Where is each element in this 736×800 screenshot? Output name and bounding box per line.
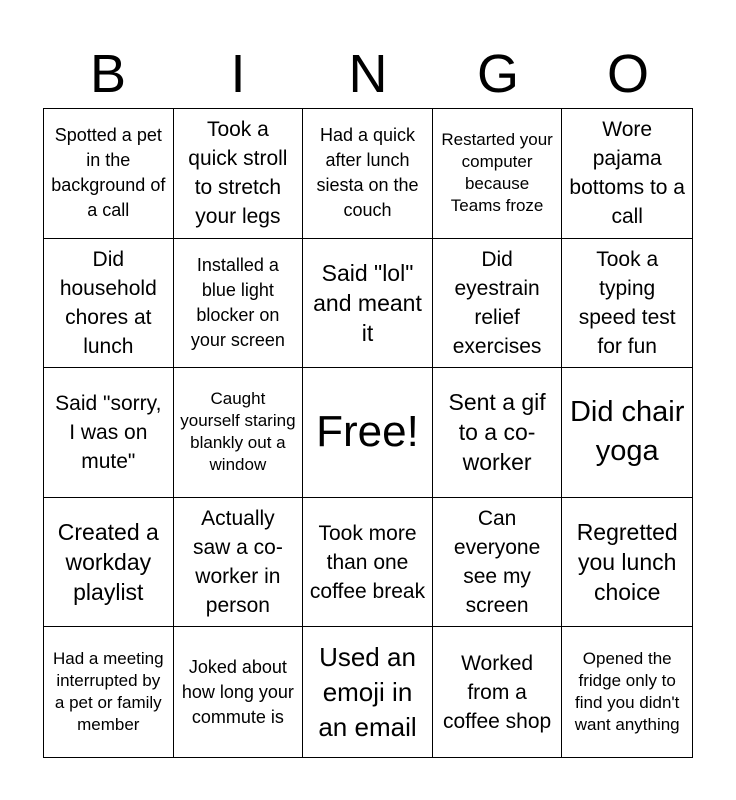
bingo-cell[interactable] bbox=[44, 239, 174, 369]
bingo-cell[interactable] bbox=[303, 109, 433, 239]
header-letter-i: I bbox=[230, 44, 246, 104]
bingo-cell[interactable] bbox=[562, 368, 692, 498]
cell-text: Created a workday playlist bbox=[57, 519, 159, 606]
bingo-cell[interactable] bbox=[433, 498, 563, 628]
bingo-cell[interactable] bbox=[433, 109, 563, 239]
cell-text: Restarted your computer because Teams froze bbox=[441, 130, 553, 216]
cell-text: Took a typing speed test for fun bbox=[578, 247, 676, 358]
cell-text: Said "lol" and meant it bbox=[313, 259, 422, 346]
bingo-cell[interactable] bbox=[433, 368, 563, 498]
cell-text: Said "sorry, I was on mute" bbox=[55, 391, 162, 473]
cell-text: Installed a blue light blocker on your screen bbox=[190, 254, 285, 350]
cell-text: Opened the fridge only to find you didn't want anything bbox=[574, 649, 680, 735]
bingo-cell[interactable] bbox=[174, 368, 304, 498]
header-letter-g: G bbox=[476, 44, 519, 104]
bingo-cell[interactable] bbox=[562, 498, 692, 628]
cell-text: Free! bbox=[316, 407, 419, 457]
bingo-cell[interactable] bbox=[433, 627, 563, 757]
cell-text: Sent a gif to a co-worker bbox=[448, 389, 546, 476]
bingo-cell[interactable] bbox=[174, 498, 304, 628]
bingo-board bbox=[43, 108, 693, 758]
bingo-cell[interactable] bbox=[44, 109, 174, 239]
cell-text: Had a meeting interrupted by a pet or family member bbox=[53, 649, 164, 735]
cell-text: Had a quick after lunch siesta on the couch bbox=[316, 125, 419, 221]
cell-text: Joked about how long your commute is bbox=[181, 656, 294, 727]
bingo-cell[interactable] bbox=[433, 239, 563, 369]
bingo-cell[interactable] bbox=[562, 627, 692, 757]
bingo-cell[interactable] bbox=[174, 239, 304, 369]
cell-text: Did eyestrain relief exercises bbox=[452, 247, 542, 358]
bingo-cell[interactable] bbox=[44, 368, 174, 498]
header-letter-b: B bbox=[89, 44, 127, 104]
bingo-cell[interactable] bbox=[562, 239, 692, 369]
free-space[interactable] bbox=[303, 368, 433, 498]
header-letter-n: N bbox=[348, 44, 388, 104]
cell-text: Worked from a coffee shop bbox=[442, 651, 552, 733]
cell-text: Took a quick stroll to stretch your legs bbox=[188, 118, 288, 229]
bingo-cell[interactable] bbox=[303, 498, 433, 628]
bingo-cell[interactable] bbox=[44, 627, 174, 757]
bingo-cell[interactable] bbox=[174, 109, 304, 239]
cell-text: Spotted a pet in the background of a call bbox=[51, 125, 166, 221]
cell-text: Took more than one coffee break bbox=[309, 521, 426, 603]
cell-text: Regretted you lunch choice bbox=[576, 519, 678, 606]
bingo-cell[interactable] bbox=[303, 627, 433, 757]
bingo-header bbox=[43, 40, 693, 108]
cell-text: Actually saw a co-worker in person bbox=[192, 507, 283, 618]
header-letter-o: O bbox=[606, 44, 649, 104]
cell-text: Used an emoji in an email bbox=[318, 641, 417, 742]
bingo-cell[interactable] bbox=[174, 627, 304, 757]
bingo-cell[interactable] bbox=[44, 498, 174, 628]
cell-text: Wore pajama bottoms to a call bbox=[569, 118, 685, 229]
cell-text: Did household chores at lunch bbox=[59, 247, 157, 358]
bingo-cell[interactable] bbox=[562, 109, 692, 239]
cell-text: Caught yourself staring blankly out a window bbox=[180, 389, 296, 475]
bingo-cell[interactable] bbox=[303, 239, 433, 369]
cell-text: Can everyone see my screen bbox=[453, 507, 541, 618]
cell-text: Did chair yoga bbox=[569, 396, 685, 468]
